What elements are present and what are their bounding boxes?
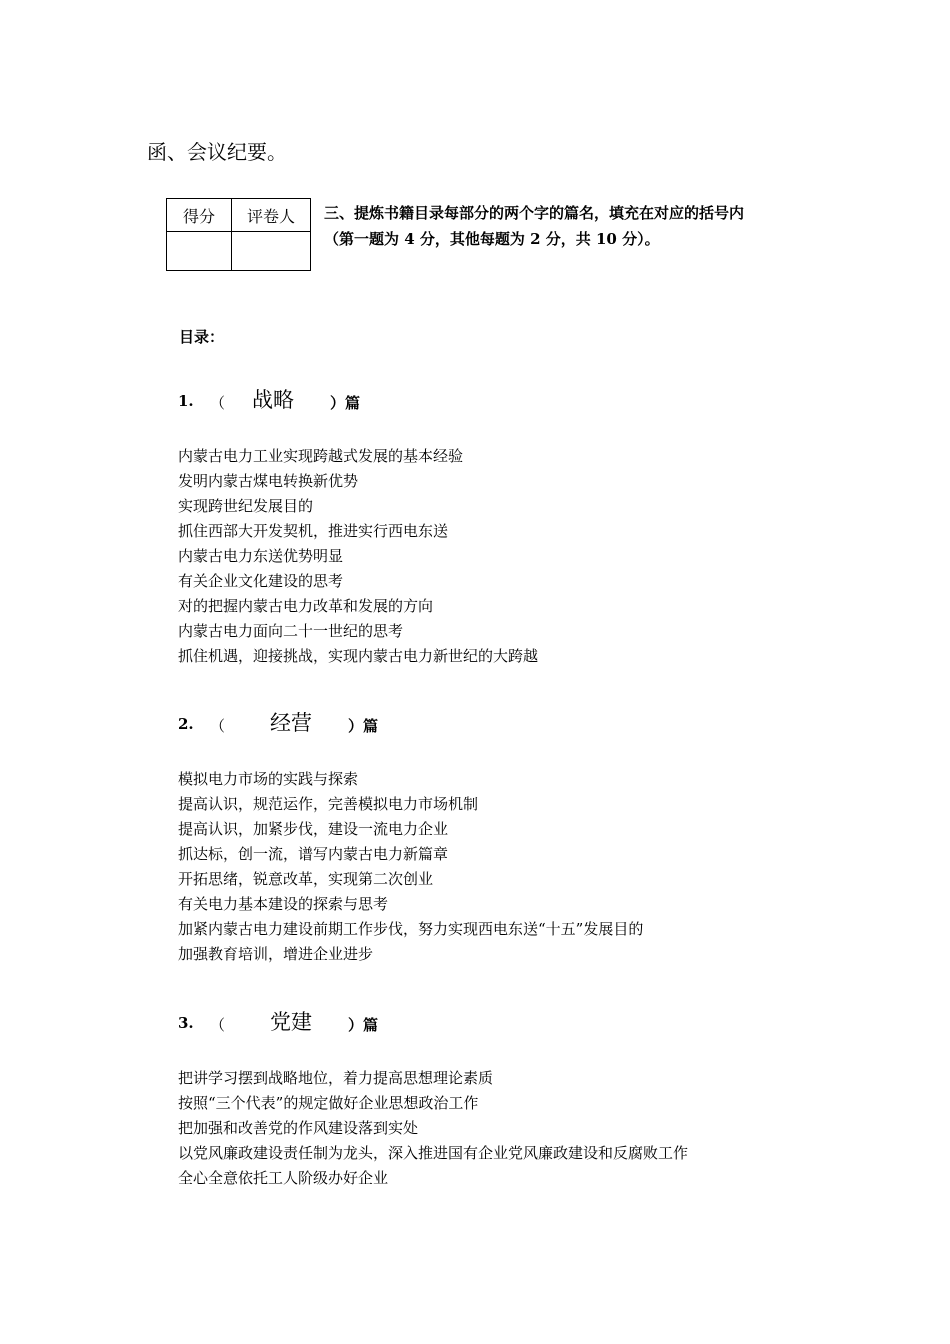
part-suffix: ）篇 [348,1016,379,1034]
part-answer: 党建 [270,1010,312,1034]
part-suffix: ）篇 [348,717,379,735]
part-heading [178,709,878,741]
section-heading [324,200,824,252]
part-number: 2. [178,715,194,733]
list-item: 加强教育培训，增进企业进步 [178,945,374,963]
part-items [178,1066,878,1191]
score-table-blank-row [167,232,311,271]
list-item: 模拟电力市场的实践与探索 [178,770,359,788]
list-item: 把讲学习摆到战略地位，着力提高思想理论素质 [178,1069,494,1087]
part-items [178,444,878,669]
list-item: 加紧内蒙古电力建设前期工作步伐，努力实现西电东送“十五”发展目的 [178,920,644,938]
part-number: 1. [178,392,194,410]
list-item: 发明内蒙古煤电转换新优势 [178,472,359,490]
part-number: 3. [178,1014,194,1032]
toc-part-3 [178,1008,878,1191]
part-heading [178,1008,878,1040]
list-item: 按照“三个代表”的规定做好企业思想政治工作 [178,1094,479,1112]
previous-question-tail: 函、会议纪要。 [147,140,287,164]
score-table [166,198,311,271]
list-item: 内蒙古电力工业实现跨越式发展的基本经验 [178,447,464,465]
open-paren: （ [210,717,226,735]
list-item: 全心全意依托工人阶级办好企业 [178,1169,389,1187]
list-item: 有关电力基本建设的探索与思考 [178,895,389,913]
list-item: 把加强和改善党的作风建设落到实处 [178,1119,419,1137]
list-item: 有关企业文化建设的思考 [178,572,344,590]
list-item: 抓住西部大开发契机，推进实行西电东送 [178,522,449,540]
section-heading-line2: （第一题为 4 分，其他每题为 2 分，共 10 分）。 [324,230,660,248]
open-paren: （ [210,1016,226,1034]
list-item: 对的把握内蒙古电力改革和发展的方向 [178,597,434,615]
list-item: 内蒙古电力东送优势明显 [178,547,344,565]
part-suffix: ）篇 [330,394,361,412]
toc-part-2 [178,709,878,967]
score-table-header-row [167,199,311,232]
section-heading-line1: 三、提炼书籍目录每部分的两个字的篇名，填充在对应的括号内 [324,204,745,222]
toc-part-1 [178,386,878,669]
list-item: 开拓思绪，锐意改革，实现第二次创业 [178,870,434,888]
grader-cell [232,232,311,271]
score-cell [167,232,232,271]
part-heading [178,386,878,418]
list-item: 内蒙古电力面向二十一世纪的思考 [178,622,404,640]
part-items [178,767,878,967]
list-item: 抓达标，创一流，谱写内蒙古电力新篇章 [178,845,449,863]
open-paren: （ [210,394,226,412]
score-header: 得分 [167,199,232,232]
list-item: 实现跨世纪发展目的 [178,497,314,515]
list-item: 提高认识，规范运作，完善模拟电力市场机制 [178,795,479,813]
toc-label: 目录： [179,328,225,346]
list-item: 提高认识，加紧步伐，建设一流电力企业 [178,820,449,838]
grader-header: 评卷人 [232,199,311,232]
part-answer: 经营 [270,711,312,735]
part-answer: 战略 [252,388,294,412]
list-item: 以党风廉政建设责任制为龙头，深入推进国有企业党风廉政建设和反腐败工作 [178,1144,689,1162]
list-item: 抓住机遇，迎接挑战，实现内蒙古电力新世纪的大跨越 [178,647,539,665]
